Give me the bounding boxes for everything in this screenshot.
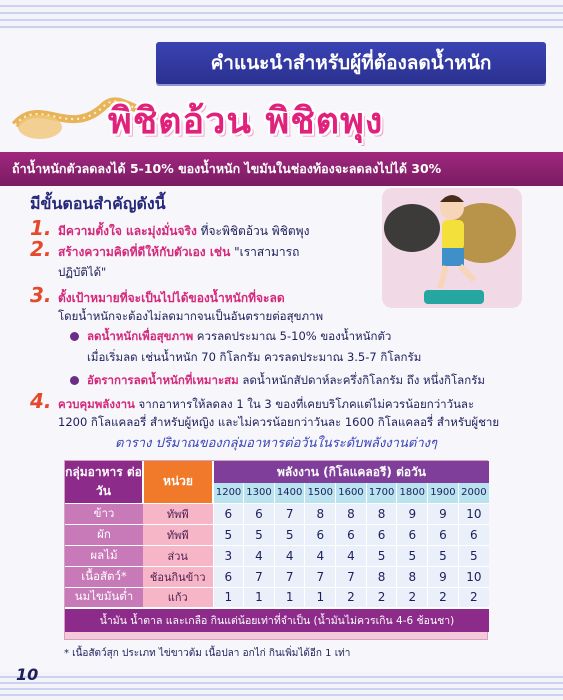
table-note: น้ำมัน น้ำตาล และเกลือ กินแต่น้อยเท่าที่จำเป็น (น้ำมันไม่ควรเกิน 4-6 ช้อนชา): [65, 608, 489, 632]
unit-cell: ส่วน: [143, 545, 213, 566]
value-cell: 4: [336, 545, 367, 566]
value-cell: 2: [428, 587, 459, 608]
steps-heading: มีขั้นตอนสำคัญดังนี้: [30, 194, 166, 213]
value-cell: 8: [305, 503, 336, 524]
step-3-line2: โดยน้ำหนักจะต้องไม่ลดมากจนเป็นอันตรายต่อสุขภาพ: [58, 309, 324, 323]
step-highlight: สร้างความคิดที่ดีให้กับตัวเอง เช่น: [58, 245, 231, 259]
banner-text: ถ้าน้ำหนักตัวลดลงได้ 5-10% ของน้ำหนัก ไขมันในช่องท้องจะลดลงไปได้ 30%: [12, 161, 442, 176]
value-cell: 5: [428, 545, 459, 566]
table-note-row: [65, 608, 489, 632]
food-cell: ผัก: [65, 524, 143, 545]
value-cell: 8: [366, 503, 397, 524]
sub-bullet-1: [70, 328, 391, 344]
value-cell: 9: [397, 503, 428, 524]
table-row: [65, 524, 489, 545]
step-2-line2: ปฏิบัติได้": [58, 265, 107, 279]
step-text: "เราสามารถ: [230, 245, 300, 259]
value-cell: 6: [213, 503, 244, 524]
value-cell: 8: [336, 503, 367, 524]
value-cell: 5: [366, 545, 397, 566]
value-cell: 2: [397, 587, 428, 608]
value-cell: 6: [244, 503, 275, 524]
unit-cell: ช้อนกินข้าว: [143, 566, 213, 587]
energy-table: [64, 460, 488, 640]
calorie-cell: 2000: [458, 483, 489, 503]
calorie-cell: 1600: [336, 483, 367, 503]
food-cell: เนื้อสัตว์*: [65, 566, 143, 587]
top-stripes: [0, 0, 563, 30]
value-cell: 4: [274, 545, 305, 566]
value-cell: 1: [213, 587, 244, 608]
sub-bullet-text: ลดน้ำหนักสัปดาห์ละครึ่งกิโลกรัม ถึง หนึ่งกิโลกรัม: [238, 373, 485, 387]
sub-bullet-2: [70, 372, 485, 388]
value-cell: 3: [213, 545, 244, 566]
calorie-cell: 1200: [213, 483, 244, 503]
value-cell: 7: [274, 566, 305, 587]
table-row: [65, 566, 489, 587]
sub-bullet-1-line2: เมื่อเริ่มลด เช่นน้ำหนัก 70 กิโลกรัม ควรลดประมาณ 3.5-7 กิโลกรัม: [87, 350, 422, 364]
unit-cell: ทัพพี: [143, 503, 213, 524]
value-cell: 5: [397, 545, 428, 566]
step-4: [30, 389, 475, 413]
main-title: พิชิตอ้วน พิชิตพุง: [108, 101, 384, 142]
step-highlight: มีความตั้งใจ และมุ่งมั่นจริง: [58, 224, 197, 238]
value-cell: 4: [305, 545, 336, 566]
step-1: [30, 216, 310, 240]
value-cell: 6: [305, 524, 336, 545]
header-title: คำแนะนำสำหรับผู้ที่ต้องลดน้ำหนัก: [210, 52, 492, 74]
col-header-food-group: กลุ่มอาหาร ต่อวัน: [65, 461, 143, 503]
step-number: 3.: [30, 283, 52, 307]
value-cell: 1: [274, 587, 305, 608]
value-cell: 6: [213, 566, 244, 587]
value-cell: 6: [397, 524, 428, 545]
calorie-cell: 1500: [305, 483, 336, 503]
table-title: ตาราง ปริมาณของกลุ่มอาหารต่อวันในระดับพลังงานต่างๆ: [115, 436, 437, 451]
unit-cell: ทัพพี: [143, 524, 213, 545]
value-cell: 2: [336, 587, 367, 608]
step-4-line2: 1200 กิโลแคลอรี่ สำหรับผู้หญิง และไม่ควรน้อยกว่าวันละ 1600 กิโลแคลอรี่ สำหรับผู้ชาย: [58, 415, 500, 429]
value-cell: 9: [428, 503, 459, 524]
sub-bullet-highlight: ลดน้ำหนักเพื่อสุขภาพ: [87, 329, 194, 343]
info-banner: [0, 152, 563, 186]
bullet-icon: [70, 332, 79, 341]
value-cell: 4: [244, 545, 275, 566]
woman-on-scale-illustration: [382, 188, 522, 318]
value-cell: 7: [336, 566, 367, 587]
value-cell: 7: [305, 566, 336, 587]
calorie-cell: 1300: [244, 483, 275, 503]
step-text: ที่จะพิชิตอ้วน พิชิตพุง: [196, 224, 310, 238]
table-row: [65, 545, 489, 566]
bullet-icon: [70, 376, 79, 385]
footnote: * เนื้อสัตว์สุก ประเภท ไข่ขาวต้ม เนื้อปลา อกไก่ กินเพิ่มได้อีก 1 เท่า: [64, 648, 351, 659]
step-number: 1.: [30, 216, 52, 240]
step-highlight: ตั้งเป้าหมายที่จะเป็นไปได้ของน้ำหนักที่จะลด: [58, 291, 285, 305]
table-row: [65, 503, 489, 524]
page-number: 10: [16, 665, 39, 684]
value-cell: 2: [458, 587, 489, 608]
value-cell: 5: [213, 524, 244, 545]
step-text: จากอาหารให้ลดลง 1 ใน 3 ของที่เคยบริโภคแต่ไม่ควรน้อยกว่าวันละ: [134, 397, 475, 411]
col-header-energy: พลังงาน (กิโลแคลอรี) ต่อวัน: [213, 461, 489, 483]
calorie-cell: 1800: [397, 483, 428, 503]
calorie-cell: 1900: [428, 483, 459, 503]
value-cell: 6: [366, 524, 397, 545]
sub-bullet-highlight: อัตราการลดน้ำหนักที่เหมาะสม: [87, 373, 239, 387]
value-cell: 8: [397, 566, 428, 587]
value-cell: 6: [458, 524, 489, 545]
value-cell: 7: [274, 503, 305, 524]
value-cell: 8: [366, 566, 397, 587]
value-cell: 10: [458, 566, 489, 587]
table-row: [65, 587, 489, 608]
value-cell: 1: [244, 587, 275, 608]
value-cell: 5: [274, 524, 305, 545]
step-number: 2.: [30, 237, 52, 261]
value-cell: 1: [305, 587, 336, 608]
food-cell: นมไขมันต่ำ: [65, 587, 143, 608]
col-header-unit: หน่วย: [143, 461, 213, 503]
page-header: [156, 42, 546, 84]
value-cell: 6: [336, 524, 367, 545]
energy-table-grid: [65, 461, 489, 632]
value-cell: 6: [428, 524, 459, 545]
calorie-cell: 1400: [274, 483, 305, 503]
bottom-stripes: [0, 672, 563, 700]
value-cell: 7: [244, 566, 275, 587]
value-cell: 10: [458, 503, 489, 524]
step-highlight: ควบคุมพลังงาน: [58, 397, 135, 411]
sub-bullet-text: ควรลดประมาณ 5-10% ของน้ำหนักตัว: [193, 329, 392, 343]
value-cell: 5: [458, 545, 489, 566]
step-number: 4.: [30, 389, 52, 413]
step-3: [30, 283, 285, 307]
food-cell: ข้าว: [65, 503, 143, 524]
step-2: [30, 237, 300, 261]
value-cell: 5: [244, 524, 275, 545]
value-cell: 9: [428, 566, 459, 587]
unit-cell: แก้ว: [143, 587, 213, 608]
food-cell: ผลไม้: [65, 545, 143, 566]
calorie-cell: 1700: [366, 483, 397, 503]
value-cell: 2: [366, 587, 397, 608]
